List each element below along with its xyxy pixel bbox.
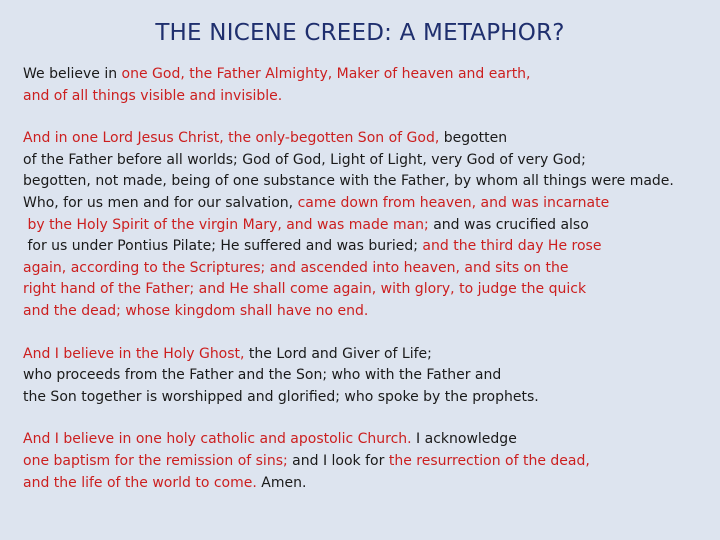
creed-line [23,344,713,366]
creed-line [23,193,713,215]
creed-line [23,64,713,86]
creed-line [23,387,713,409]
creed-line [23,150,713,172]
body-text: the Lord and Giver of Life; [244,345,432,362]
highlighted-text: right hand of the Father; and He shall come again, with glory, to judge the quick [23,281,587,298]
highlighted-text: the resurrection of the dead, [388,452,590,469]
creed-line [23,215,713,237]
creed-text [23,64,713,515]
body-text: who proceeds from the Father and the Son; who with the Father and [23,367,502,384]
body-text: begotten, not made, being of one substance with the Father, by whom all things were made. [23,173,674,190]
body-text: Amen. [256,474,307,491]
creed-line [23,236,713,258]
highlighted-text: And I believe in the Holy Ghost, [23,345,245,362]
highlighted-text: and the dead; whose kingdom shall have no end. [23,302,369,319]
creed-line [23,258,713,280]
body-text: Who, for us men and for our salvation, [23,194,298,211]
creed-line [23,365,713,387]
highlighted-text: and of all things visible and invisible. [23,87,283,104]
creed-line [23,279,713,301]
highlighted-text: by the Holy Spirit of the virgin Mary, and was made man; [23,216,429,233]
creed-line [23,86,713,108]
highlighted-text: one God, the Father Almighty, Maker of heaven and earth, [121,66,531,82]
highlighted-text: And I believe in one holy catholic and apostolic Church. [23,431,412,448]
highlighted-text: came down from heaven, and was incarnate [297,194,610,211]
body-text: and I look for [287,452,389,469]
creed-line [23,429,713,451]
highlighted-text: and the third day He rose [422,238,602,255]
body-text: begotten [439,130,508,147]
creed-line [23,171,713,193]
creed-line [23,473,713,495]
body-text: of the Father before all worlds; God of God, Light of Light, very God of very God; [23,151,586,168]
body-text: for us under Pontius Pilate; He suffered and was buried; [23,238,423,255]
creed-line [23,128,713,150]
creed-line [23,451,713,473]
creed-paragraph [23,429,713,494]
highlighted-text: And in one Lord Jesus Christ, the only-begotten Son of God, [23,130,440,147]
body-text: the Son together is worshipped and glorified; who spoke by the prophets. [23,388,539,405]
highlighted-text: and the life of the world to come. [23,474,257,491]
creed-paragraph [23,64,713,107]
highlighted-text: again, according to the Scriptures; and ascended into heaven, and sits on the [23,259,569,276]
creed-line [23,301,713,323]
creed-paragraph [23,128,713,322]
page-title: THE NICENE CREED: A METAPHOR? [155,20,565,46]
body-text: and was crucified also [428,216,589,233]
highlighted-text: one baptism for the remission of sins; [23,452,288,469]
body-text: I acknowledge [411,431,517,448]
creed-paragraph [23,344,713,409]
body-text: We believe in [23,66,122,82]
